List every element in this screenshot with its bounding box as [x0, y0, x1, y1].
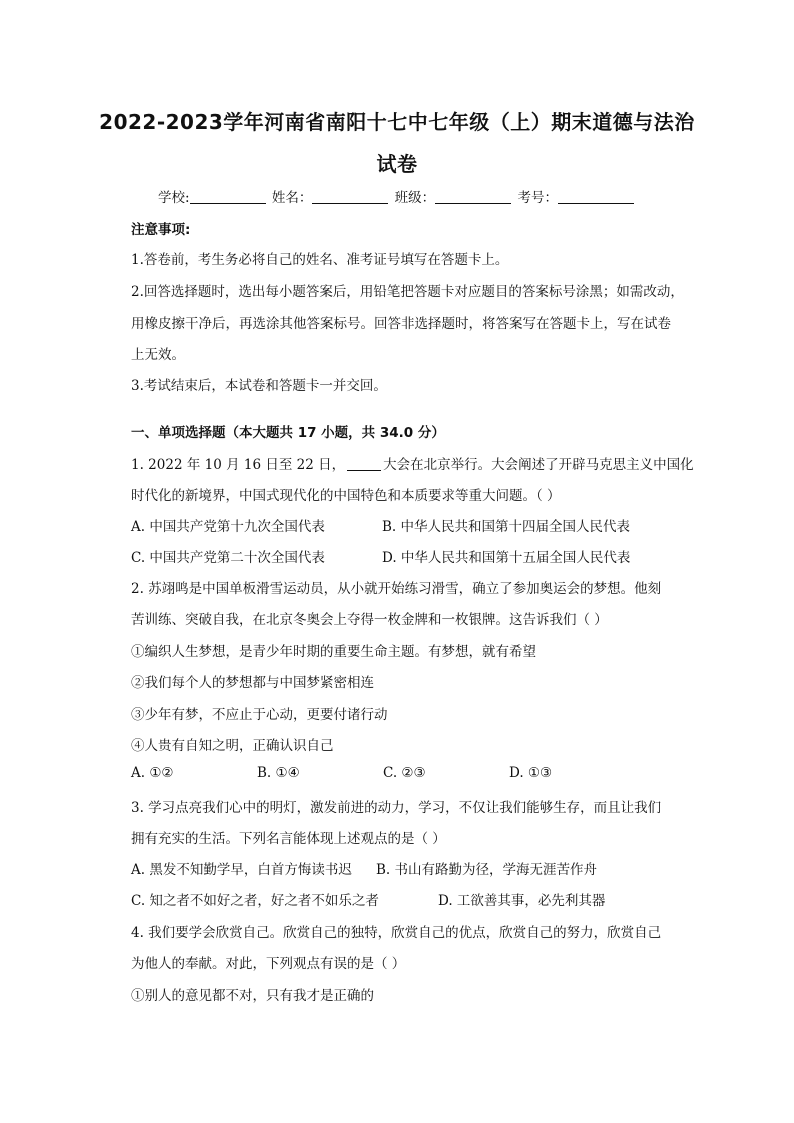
- school-label: 学校:: [158, 190, 190, 206]
- name-label: 姓名：: [271, 190, 313, 206]
- section-heading: 一、单项选择题（本大题共 17 小题，共 34.0 分）: [131, 425, 445, 441]
- q1-text-pre: 1. 2022 年 10 月 16 日至 22 日，: [131, 457, 346, 473]
- q2-statement-1: ①编织人生梦想，是青少年时期的重要生命主题。有梦想，就有希望: [131, 644, 536, 660]
- notice-line: 用橡皮擦干净后，再选涂其他答案标号。回答非选择题时，将答案写在答题卡上，写在试卷: [131, 316, 671, 332]
- q1-blank: [347, 457, 381, 471]
- q1-option-b: B. 中华人民共和国第十四届全国人民代表: [382, 519, 631, 535]
- class-label: 班级：: [394, 190, 436, 206]
- notice-line: 上无效。: [131, 347, 185, 363]
- q2-statement-2: ②我们每个人的梦想都与中国梦紧密相连: [131, 675, 374, 691]
- q1-text-post: 大会在北京举行。大会阐述了开辟马克思主义中国化: [383, 457, 694, 473]
- q1-option-a: A. 中国共产党第十九次全国代表: [131, 519, 325, 535]
- q2-option-a: A. ①②: [131, 765, 174, 781]
- name-blank[interactable]: [312, 189, 388, 204]
- student-info-fields: [0, 186, 794, 206]
- q1-option-c: C. 中国共产党第二十次全国代表: [131, 550, 325, 566]
- notice-heading: 注意事项:: [131, 222, 191, 238]
- exam-number-label: 考号：: [517, 190, 558, 206]
- q3-option-d: D. 工欲善其事，必先利其器: [438, 893, 606, 909]
- question-3: 3. 学习点亮我们心中的明灯，激发前进的动力，学习，不仅让我们能够生存，而且让我们: [131, 800, 662, 816]
- question-1: [131, 453, 694, 473]
- q3-text-line2: 拥有充实的生活。下列名言能体现上述观点的是（ ）: [131, 831, 446, 847]
- q1-text-line2: 时代化的新境界，中国式现代化的中国特色和本质要求等重大问题。（ ）: [131, 488, 561, 504]
- school-blank[interactable]: [190, 189, 266, 204]
- exam-number-blank[interactable]: [558, 189, 634, 204]
- q2-statement-3: ③少年有梦，不应止于心动，更要付诸行动: [131, 707, 388, 723]
- q3-option-a: A. 黑发不知勤学早，白首方悔读书迟: [131, 862, 352, 878]
- notice-line: 3.考试结束后，本试卷和答题卡一并交回。: [131, 378, 387, 394]
- q2-option-b: B. ①④: [257, 765, 300, 781]
- q4-text-line2: 为他人的奉献。对此，下列观点有误的是（ ）: [131, 956, 406, 972]
- q1-option-d: D. 中华人民共和国第十五届全国人民代表: [382, 550, 631, 566]
- q4-statement-1: ①别人的意见都不对，只有我才是正确的: [131, 988, 374, 1004]
- exam-title: 2022-2023学年河南省南阳十七中七年级（上）期末道德与法治: [99, 110, 695, 134]
- notice-line: 1.答卷前，考生务必将自己的姓名、准考证号填写在答题卡上。: [131, 252, 509, 268]
- exam-title-cont: 试卷: [376, 152, 418, 176]
- q2-option-c: C. ②③: [383, 765, 426, 781]
- q2-text-line2: 苦训练、突破自我，在北京冬奥会上夺得一枚金牌和一枚银牌。这告诉我们（ ）: [131, 612, 608, 628]
- question-2: 2. 苏翊鸣是中国单板滑雪运动员，从小就开始练习滑雪，确立了参加奥运会的梦想。他刻: [131, 581, 662, 597]
- question-4: 4. 我们要学会欣赏自己。欣赏自己的独特，欣赏自己的优点，欣赏自己的努力，欣赏自己: [131, 925, 662, 941]
- class-blank[interactable]: [435, 189, 511, 204]
- q3-option-c: C. 知之者不如好之者，好之者不如乐之者: [131, 893, 379, 909]
- q2-option-d: D. ①③: [509, 765, 553, 781]
- notice-line: 2.回答选择题时，选出每小题答案后，用铅笔把答题卡对应题目的答案标号涂黑；如需改动，: [131, 284, 684, 300]
- q2-statement-4: ④人贵有自知之明，正确认识自己: [131, 738, 334, 754]
- q3-option-b: B. 书山有路勤为径，学海无涯苦作舟: [376, 862, 598, 878]
